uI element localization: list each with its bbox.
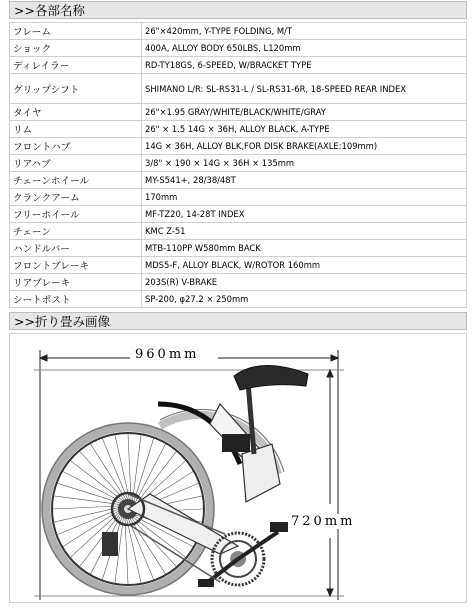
spec-label: フレーム — [10, 23, 142, 40]
spec-row — [10, 23, 467, 40]
height-dimension-label: 720mm — [288, 514, 358, 529]
spoke — [80, 452, 126, 502]
spec-value: KMC Z-51 — [142, 223, 467, 240]
spec-label: フロントブレーキ — [10, 257, 142, 274]
spec-table — [9, 22, 467, 308]
page — [9, 1, 467, 603]
spec-row — [10, 40, 467, 57]
spoke — [125, 516, 128, 584]
spec-value: 3/8" × 190 × 14G × 36H × 135mm — [142, 155, 467, 172]
spec-label: チェーン — [10, 223, 142, 240]
spec-row — [10, 291, 467, 308]
spec-row — [10, 240, 467, 257]
folded-bike-figure — [9, 333, 467, 603]
photo-section — [9, 312, 467, 603]
width-dimension-label: 960mm — [132, 347, 202, 362]
spec-value: 170mm — [142, 189, 467, 206]
spec-value: MF-TZ20, 14-28T INDEX — [142, 206, 467, 223]
spec-value: 14G × 36H, ALLOY BLK,FOR DISK BRAKE(AXLE:109mm) — [142, 138, 467, 155]
spec-label: フリーホイール — [10, 206, 142, 223]
spec-row — [10, 206, 467, 223]
spec-row — [10, 104, 467, 121]
spec-label: シートポスト — [10, 291, 142, 308]
spoke — [129, 517, 166, 574]
spec-value: MY-S541+, 28/38/48T — [142, 172, 467, 189]
saddle — [234, 365, 308, 390]
spec-value: 26"×420mm, Y-TYPE FOLDING, M/T — [142, 23, 467, 40]
spec-value: MTB-110PP W580mm BACK — [142, 240, 467, 257]
spec-label: チェーンホイール — [10, 172, 142, 189]
spoke — [91, 444, 128, 501]
spoke — [54, 507, 120, 522]
spec-row — [10, 155, 467, 172]
spec-label: ショック — [10, 40, 142, 57]
spoke — [102, 439, 128, 501]
spec-value: RD-TY18GS, 6-SPEED, W/BRACKET TYPE — [142, 57, 467, 74]
spec-label: ディレイラー — [10, 57, 142, 74]
spoke — [115, 435, 130, 501]
spoke — [63, 472, 123, 503]
spec-label: リアブレーキ — [10, 274, 142, 291]
spec-label: クランクアーム — [10, 189, 142, 206]
spec-value: 26" × 1.5 14G × 36H, ALLOY BLACK, A-TYPE — [142, 121, 467, 138]
spec-row — [10, 138, 467, 155]
spoke — [58, 509, 120, 535]
spec-row — [10, 121, 467, 138]
spec-row — [10, 57, 467, 74]
spec-row — [10, 274, 467, 291]
spec-label: タイヤ — [10, 104, 142, 121]
spec-value: SP-200, φ27.2 × 250mm — [142, 291, 467, 308]
spec-row — [10, 172, 467, 189]
folded-bike-drawing — [10, 334, 467, 603]
spec-label: グリップシフト — [10, 74, 142, 104]
spoke — [53, 506, 121, 509]
photo-section-header: >>折り畳み画像 — [9, 312, 467, 330]
spec-section-header: >>各部名称 — [9, 1, 467, 19]
spec-value: 400A, ALLOY BODY 650LBS, L120mm — [142, 40, 467, 57]
spec-label: リム — [10, 121, 142, 138]
spec-label: ハンドルバー — [10, 240, 142, 257]
spec-value: 26"×1.95 GRAY/WHITE/BLACK/WHITE/GRAY — [142, 104, 467, 121]
spec-row — [10, 223, 467, 240]
spec-row — [10, 257, 467, 274]
spec-value: 203S(R) V-BRAKE — [142, 274, 467, 291]
spec-label: リアハブ — [10, 155, 142, 172]
spec-row — [10, 189, 467, 206]
spec-value: MDS5-F, ALLOY BLACK, W/ROTOR 160mm — [142, 257, 467, 274]
spec-value: SHIMANO L/R: SL-RS31-L / SL-RS31-6R, 18-SPEED REAR INDEX — [142, 74, 467, 104]
spoke — [128, 434, 131, 502]
spec-label: フロントハブ — [10, 138, 142, 155]
spec-row — [10, 74, 467, 104]
